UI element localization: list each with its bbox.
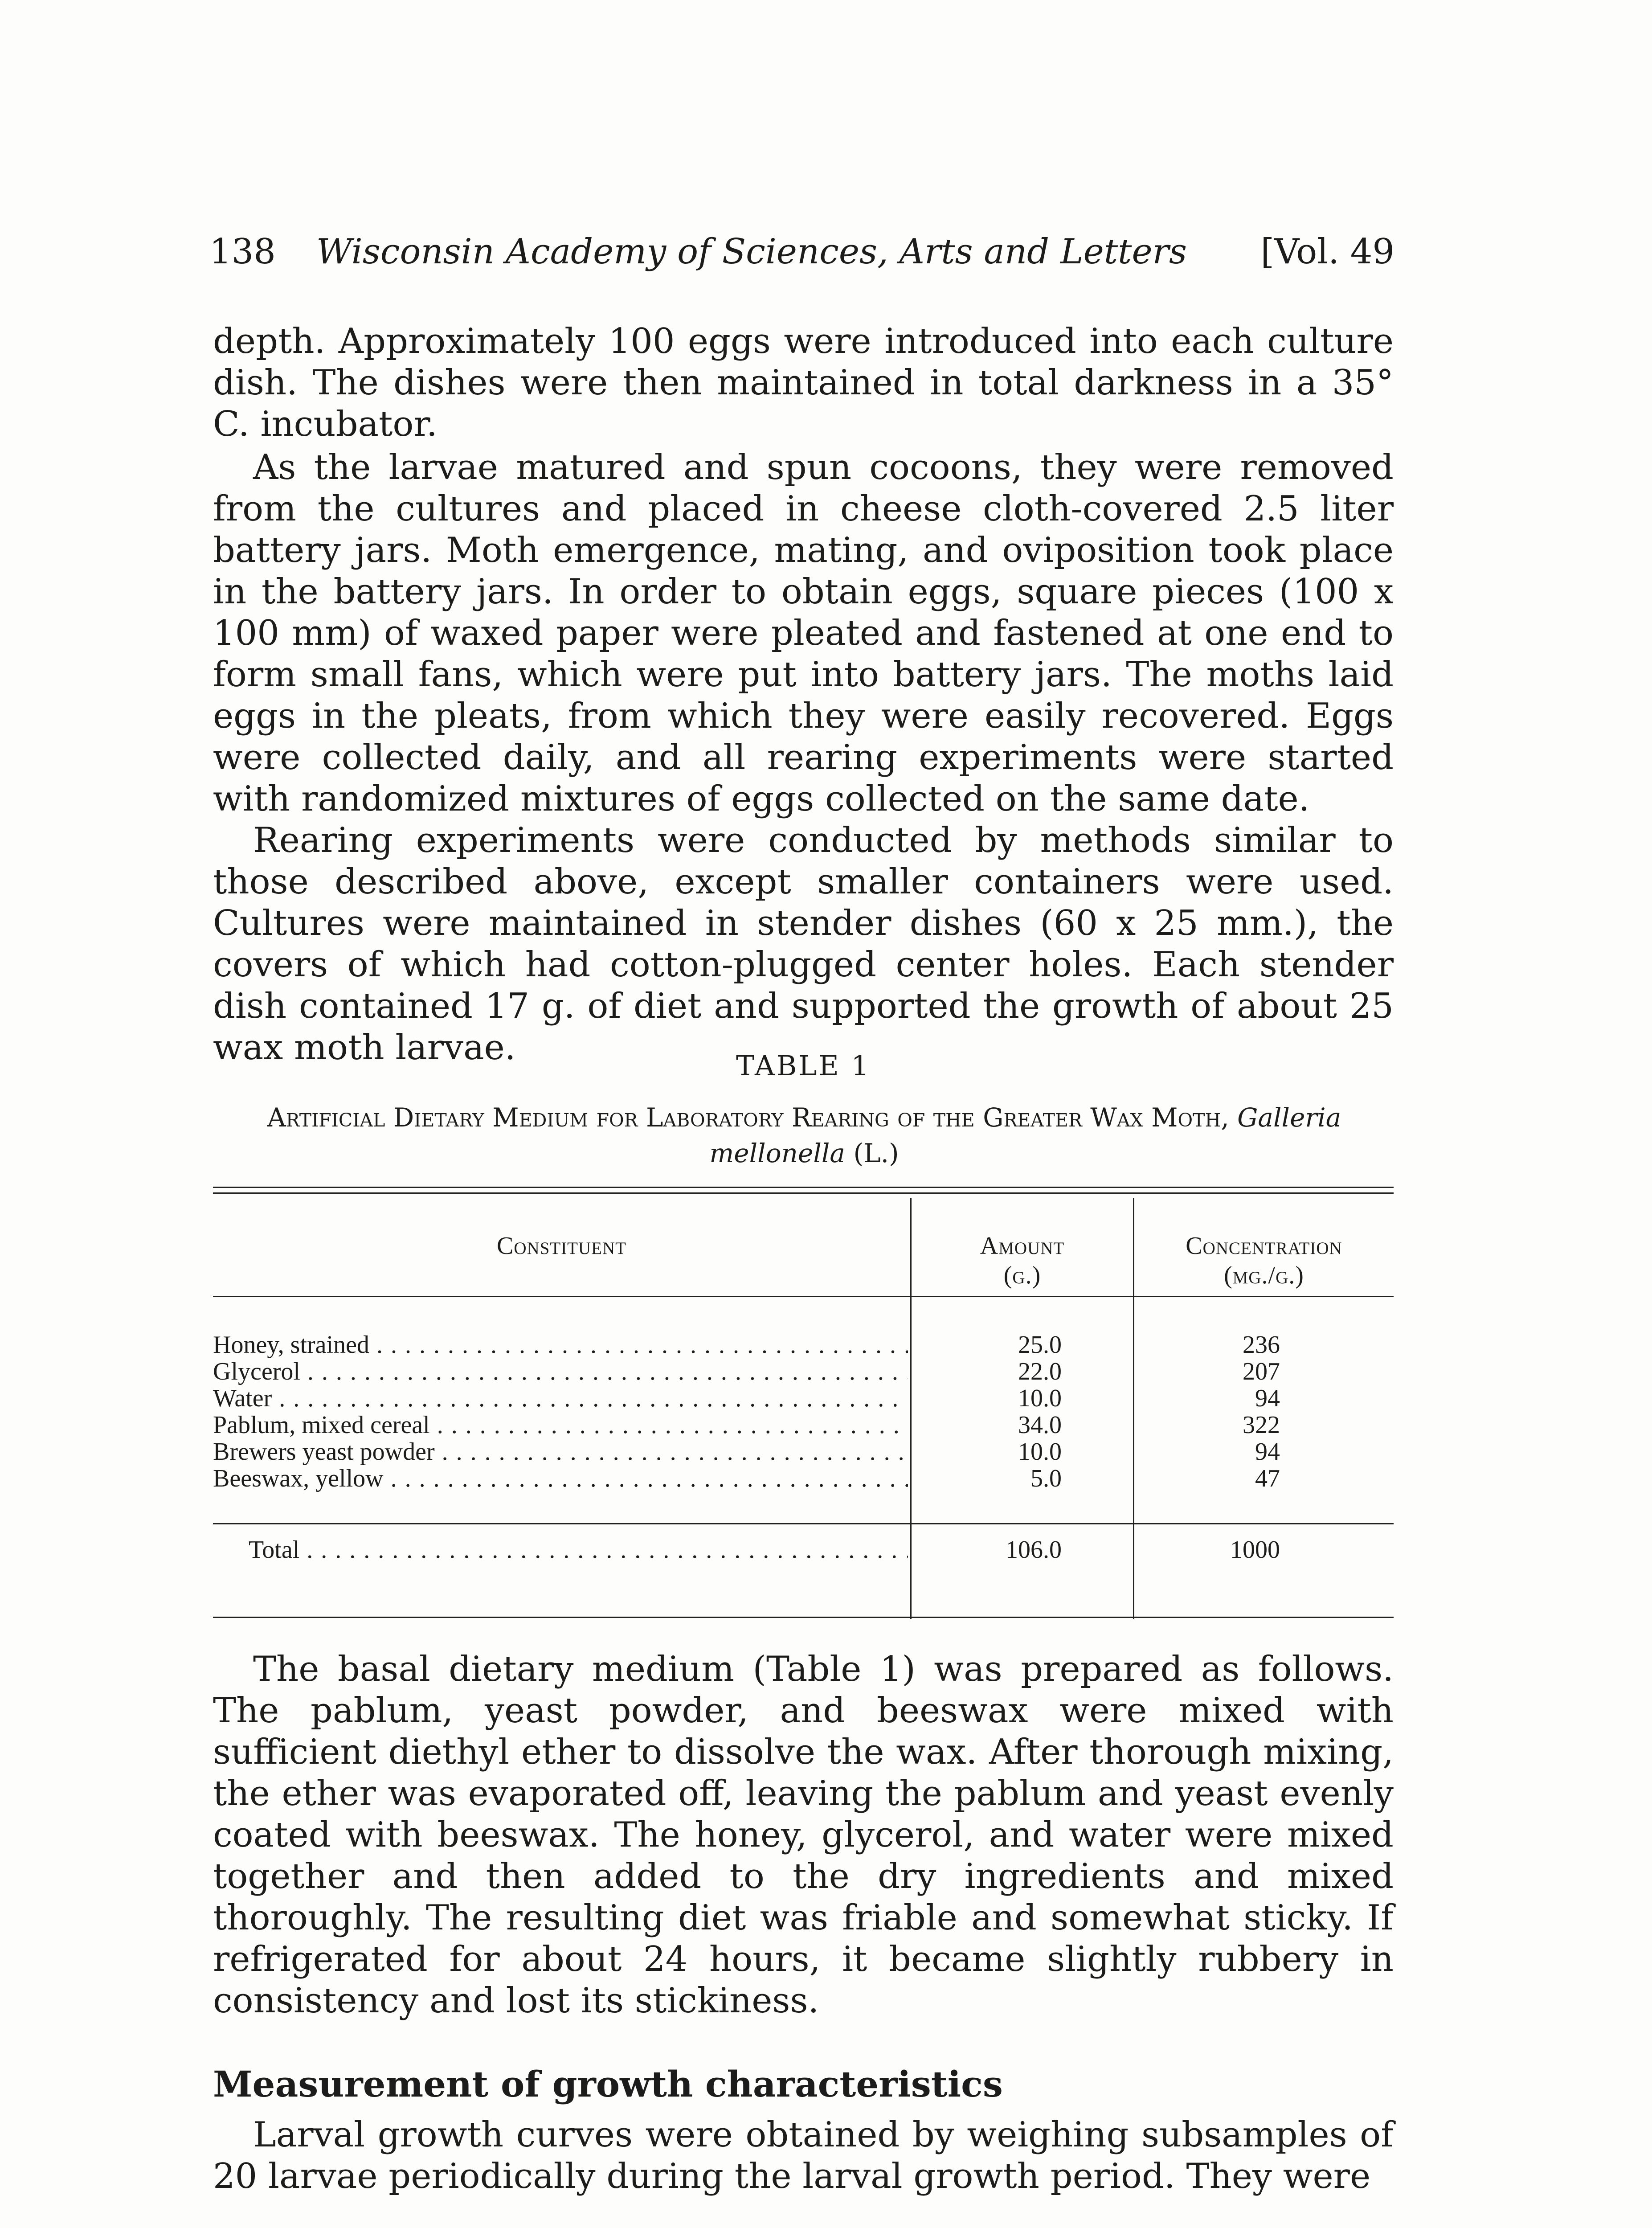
total-concentration: 1000 (1230, 1536, 1280, 1564)
column-header-concentration-label: Concentration (1186, 1232, 1342, 1260)
table-total-rule (213, 1523, 1394, 1524)
table-row (213, 1412, 1394, 1438)
table-row (213, 1438, 1394, 1465)
paragraph-continued: depth. Approximately 100 eggs were introduced into each culture dish. The dishes were then maintained in total darkness in a 35° C. incubator. (213, 321, 1394, 444)
total-label: Total . . . (249, 1534, 908, 1565)
row-amount: 34.0 (1018, 1411, 1062, 1439)
row-concentration: 47 (1255, 1465, 1280, 1492)
section-heading: Measurement of growth characteristics (213, 2063, 1003, 2105)
row-amount: 25.0 (1018, 1331, 1062, 1359)
table-title: TABLE 1 (736, 1049, 871, 1082)
journal-title: Wisconsin Academy of Sciences, Arts and Letters (316, 232, 1187, 272)
table-caption-main: Artificial Dietary Medium for Laboratory Rearing of the Greater Wax Moth, (267, 1102, 1229, 1133)
table-total-row (213, 1534, 1394, 1565)
row-amount: 22.0 (1018, 1358, 1062, 1385)
page-number: 138 (209, 232, 276, 272)
table-caption-species: Galleria mellonella (709, 1102, 1341, 1168)
row-concentration: 207 (1243, 1358, 1280, 1385)
row-constituent: Water . . . (213, 1385, 908, 1412)
column-header-amount (912, 1231, 1133, 1290)
row-constituent: Glycerol . . . (213, 1358, 908, 1385)
paragraph-rearing-experiments: Rearing experiments were conducted by methods similar to those described above, except smaller containers were used. Cultures were maintained in stender dishes (60 x 25 mm.), the covers of which had cotton-plugged center holes. Each stender dish contained 17 g. of diet and supported the growth of about 25 wax moth larvae. (213, 820, 1394, 1068)
column-header-concentration (1134, 1231, 1394, 1290)
column-header-constituent: Constituent (497, 1232, 626, 1260)
table-caption (249, 1100, 1359, 1171)
row-concentration: 322 (1243, 1411, 1280, 1439)
row-constituent: Beeswax, yellow . . . (213, 1465, 908, 1492)
column-header-amount-label: Amount (980, 1232, 1065, 1260)
table-row (213, 1358, 1394, 1385)
total-amount: 106.0 (1006, 1536, 1062, 1564)
paragraph-growth-curves: Larval growth curves were obtained by weighing subsamples of 20 larvae periodically during the larval growth period. They were (213, 2115, 1394, 2196)
paragraph-rearing-jars: As the larvae matured and spun cocoons, they were removed from the cultures and placed in cheese cloth-covered 2.5 liter battery jars. Moth emergence, mating, and oviposition took place in the battery jars. In order to obtain eggs, square pieces (100 x 100 mm) of waxed paper were pleated and fastened at one end to form small fans, which were put into battery jars. The moths laid eggs in the pleats, from which they were easily recovered. Eggs were collected daily, and all rearing experiments were started with randomized mixtures of eggs collected on the same date. (213, 447, 1394, 819)
row-amount: 5.0 (1030, 1465, 1062, 1492)
table-row (213, 1385, 1394, 1412)
row-constituent: Pablum, mixed cereal . . . (213, 1412, 908, 1438)
volume-number: [Vol. 49 (1260, 232, 1394, 272)
table-row (213, 1465, 1394, 1492)
row-concentration: 94 (1255, 1438, 1280, 1466)
row-concentration: 94 (1255, 1384, 1280, 1412)
table-row (213, 1331, 1394, 1358)
row-amount: 10.0 (1018, 1438, 1062, 1466)
row-concentration: 236 (1243, 1331, 1280, 1359)
table-body (213, 1331, 1394, 1492)
table-bottom-rule (213, 1617, 1394, 1618)
table-caption-author: (L.) (853, 1138, 899, 1168)
row-constituent: Brewers yeast powder . . . (213, 1438, 908, 1465)
table-header-rule (213, 1296, 1394, 1297)
diet-table (213, 1189, 1394, 1619)
table-top-rule-1 (213, 1187, 1394, 1188)
column-header-concentration-unit: (mg./g.) (1224, 1261, 1304, 1289)
row-constituent: Honey, strained . . . (213, 1331, 908, 1358)
paragraph-basal-medium: The basal dietary medium (Table 1) was prepared as follows. The pablum, yeast powder, and beeswax were mixed with sufficient diethyl ether to dissolve the wax. After thorough mixing, the ether was evaporated off, leaving the pablum and yeast evenly coated with beeswax. The honey, glycerol, and water were mixed together and then added to the dry ingredients and mixed thoroughly. The resulting diet was friable and somewhat sticky. If refrigerated for about 24 hours, it became slightly rubbery in consistency and lost its stickiness. (213, 1649, 1394, 2021)
row-amount: 10.0 (1018, 1384, 1062, 1412)
column-header-amount-unit: (g.) (1003, 1261, 1041, 1289)
running-header (209, 232, 1394, 281)
